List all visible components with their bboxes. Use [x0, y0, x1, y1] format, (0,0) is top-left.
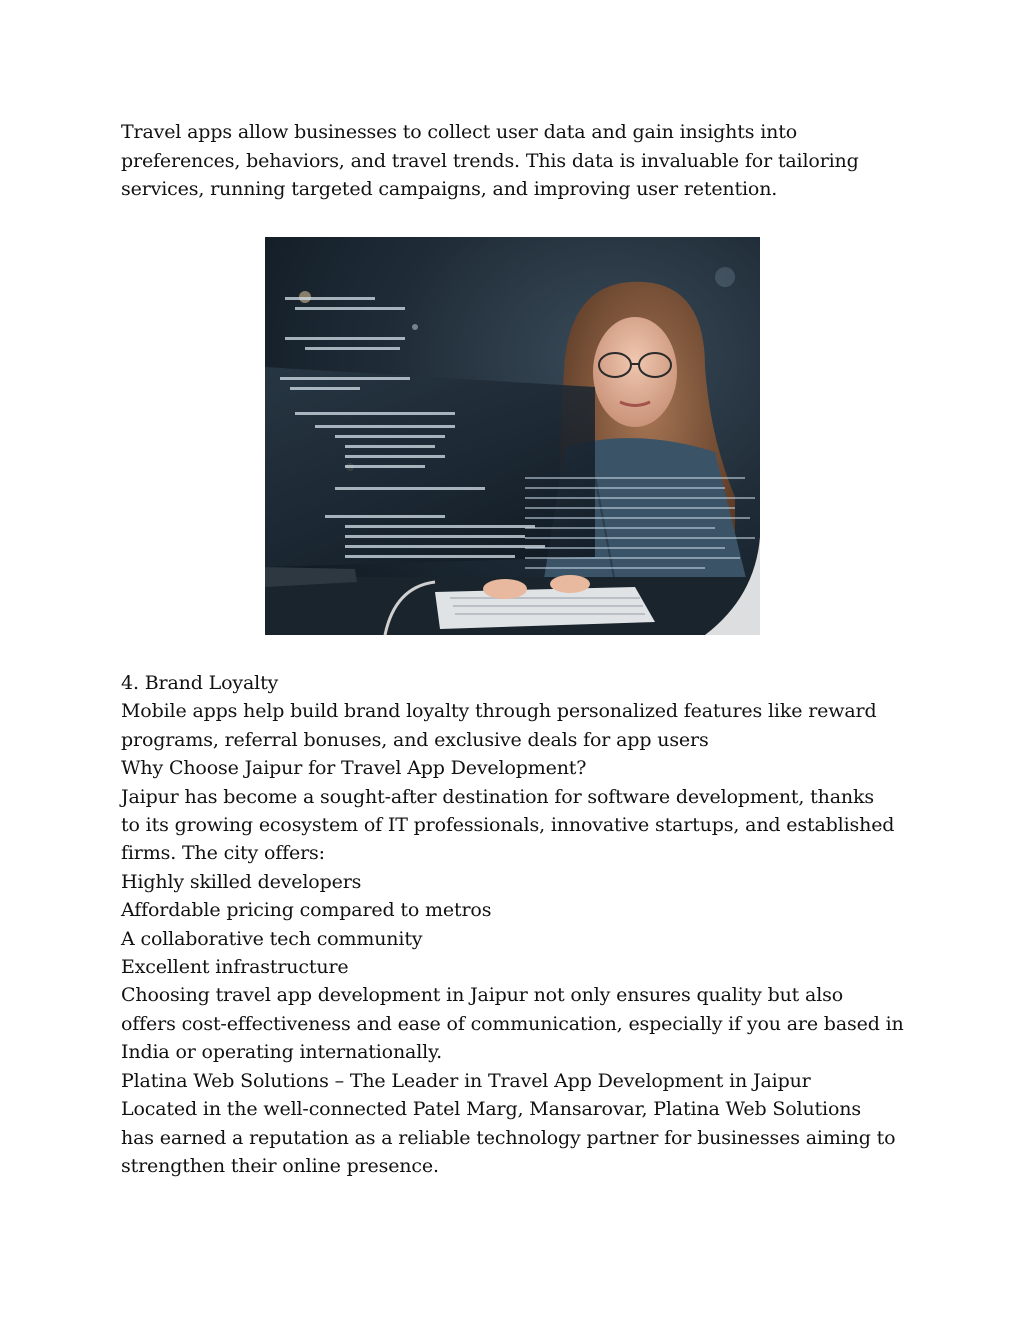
text-line: India or operating internationally.	[121, 1041, 443, 1064]
text-line: firms. The city offers:	[121, 842, 325, 865]
text-line: Located in the well-connected Patel Marg, Mansarovar, Platina Web Solutions	[121, 1098, 861, 1121]
text-line: to its growing ecosystem of IT professionals, innovative startups, and established	[121, 814, 895, 837]
intro-line: Travel apps allow businesses to collect user data and gain insights into	[121, 121, 798, 143]
text-line: Choosing travel app development in Jaipur not only ensures quality but also	[121, 984, 844, 1007]
photo-illustration	[265, 237, 760, 635]
intro-paragraph	[121, 118, 921, 204]
section-heading-brand-loyalty: 4. Brand Loyalty	[121, 672, 279, 694]
section-heading-why-jaipur: Why Choose Jaipur for Travel App Development?	[121, 757, 587, 780]
text-line: has earned a reputation as a reliable technology partner for businesses aiming to	[121, 1126, 896, 1149]
text-line: programs, referral bonuses, and exclusive deals for app users	[121, 728, 709, 751]
body-text	[121, 669, 921, 1180]
intro-line: preferences, behaviors, and travel trends. This data is invaluable for tailoring	[121, 149, 859, 172]
text-line: offers cost-effectiveness and ease of communication, especially if you are based in	[121, 1012, 904, 1035]
text-line: strengthen their online presence.	[121, 1154, 439, 1177]
intro-line: services, running targeted campaigns, and improving user retention.	[121, 178, 778, 200]
text-line: Jaipur has become a sought-after destination for software development, thanks	[121, 785, 874, 808]
list-item: Excellent infrastructure	[121, 956, 349, 979]
section-heading-platina: Platina Web Solutions – The Leader in Travel App Development in Jaipur	[121, 1069, 811, 1092]
text-line: Mobile apps help build brand loyalty through personalized features like reward	[121, 700, 877, 723]
list-item: A collaborative tech community	[121, 927, 423, 950]
list-item: Affordable pricing compared to metros	[121, 899, 492, 922]
hero-photo	[265, 237, 760, 635]
list-item: Highly skilled developers	[121, 870, 362, 893]
